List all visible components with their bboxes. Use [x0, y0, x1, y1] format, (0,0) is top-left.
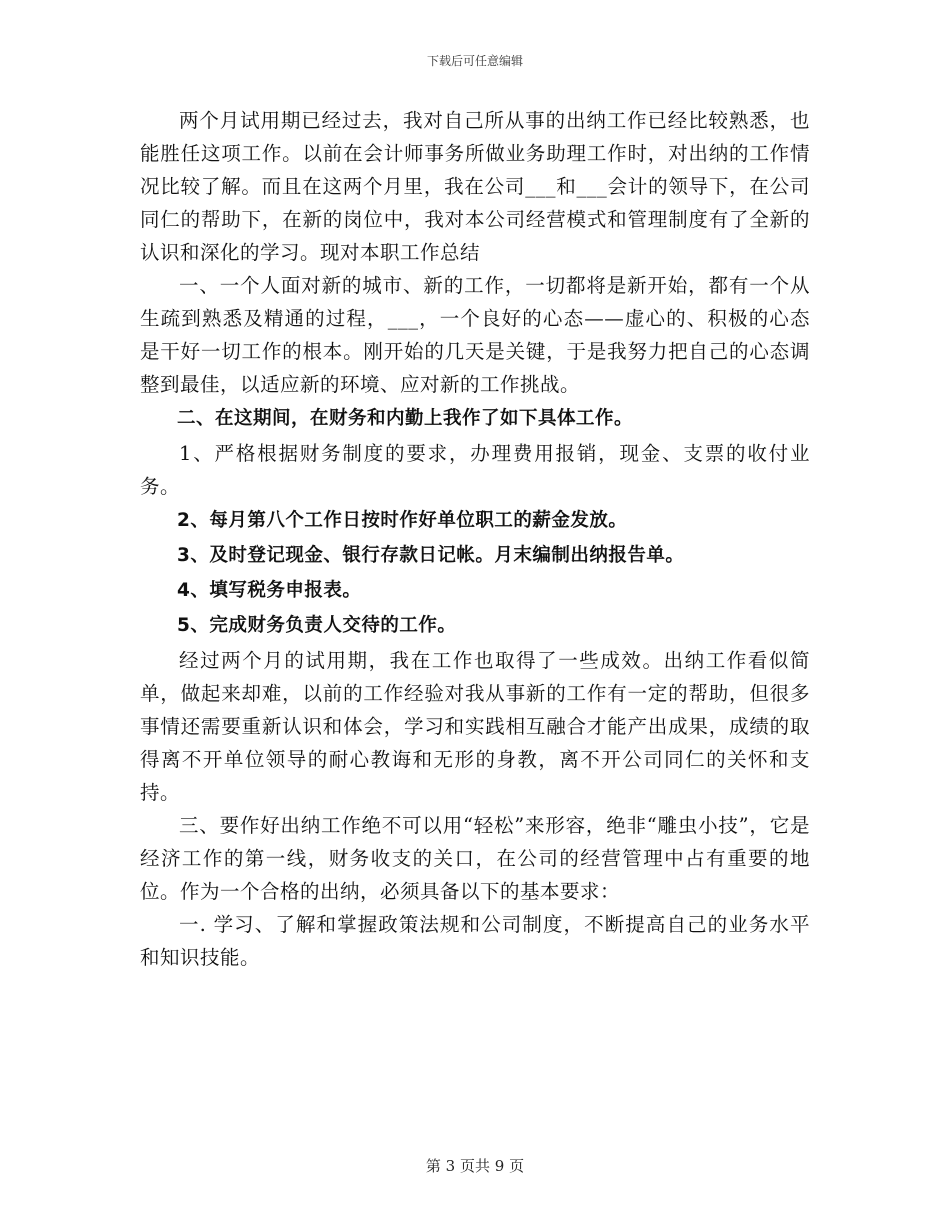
page-header: 下载后可任意编辑: [426, 54, 523, 68]
list-item-2: 2、每月第八个工作日按时作好单位职工的薪金发放。: [177, 510, 628, 531]
paragraph-intro: 两个月试用期已经过去，我对自己所从事的出纳工作已经比较熟悉，也能胜任这项工作。以前在会计师事务所做业务助理工作时，对出纳的工作情况比较了解。而且在这两个月里，我在公司___和___会计的领导下，在公司同仁的帮助下，在新的岗位中，我对本公司经营模式和管理制度有了全新的认识和深化的学习。现对本职工作总结: [140, 109, 810, 264]
document-body: [140, 104, 810, 974]
paragraph-section-three: 三、要作好出纳工作绝不可以用“轻松”来形容，绝非“雕虫小技”，它是经济工作的第一线，财务收支的关口，在公司的经营管理中占有重要的地位。作为一个合格的出纳，必须具备以下的基本要求：: [140, 814, 810, 903]
paragraph-results: 经过两个月的试用期，我在工作也取得了一些成效。出纳工作看似简单，做起来却难，以前的工作经验对我从事新的工作有一定的帮助，但很多事情还需要重新认识和体会，学习和实践相互融合才能产出成果，成绩的取得离不开单位领导的耐心教诲和无形的身教，离不开公司同仁的关怀和支持。: [140, 649, 810, 804]
paragraph-section-one: 一、一个人面对新的城市、新的工作，一切都将是新开始，都有一个从生疏到熟悉及精通的过程，___，一个良好的心态——虚心的、积极的心态是干好一切工作的根本。刚开始的几天是关键，于是我努力把自己的心态调整到最佳，以适应新的环境、应对新的工作挑战。: [140, 274, 810, 396]
paragraph-section-two-heading: 二、在这期间，在财务和内勤上我作了如下具体工作。: [177, 408, 634, 429]
page-footer: 第 3 页共 9 页: [425, 1157, 525, 1175]
list-item-4: 4、填写税务申报表。: [177, 580, 362, 601]
paragraph-requirement-one: 一. 学习、了解和掌握政策法规和公司制度，不断提高自己的业务水平和知识技能。: [140, 913, 810, 969]
list-item-5: 5、完成财务负责人交待的工作。: [177, 615, 457, 636]
list-item-1: 1、严格根据财务制度的要求，办理费用报销，现金、支票的收付业务。: [140, 442, 810, 498]
list-item-3: 3、及时登记现金、银行存款日记帐。月末编制出纳报告单。: [177, 545, 685, 566]
